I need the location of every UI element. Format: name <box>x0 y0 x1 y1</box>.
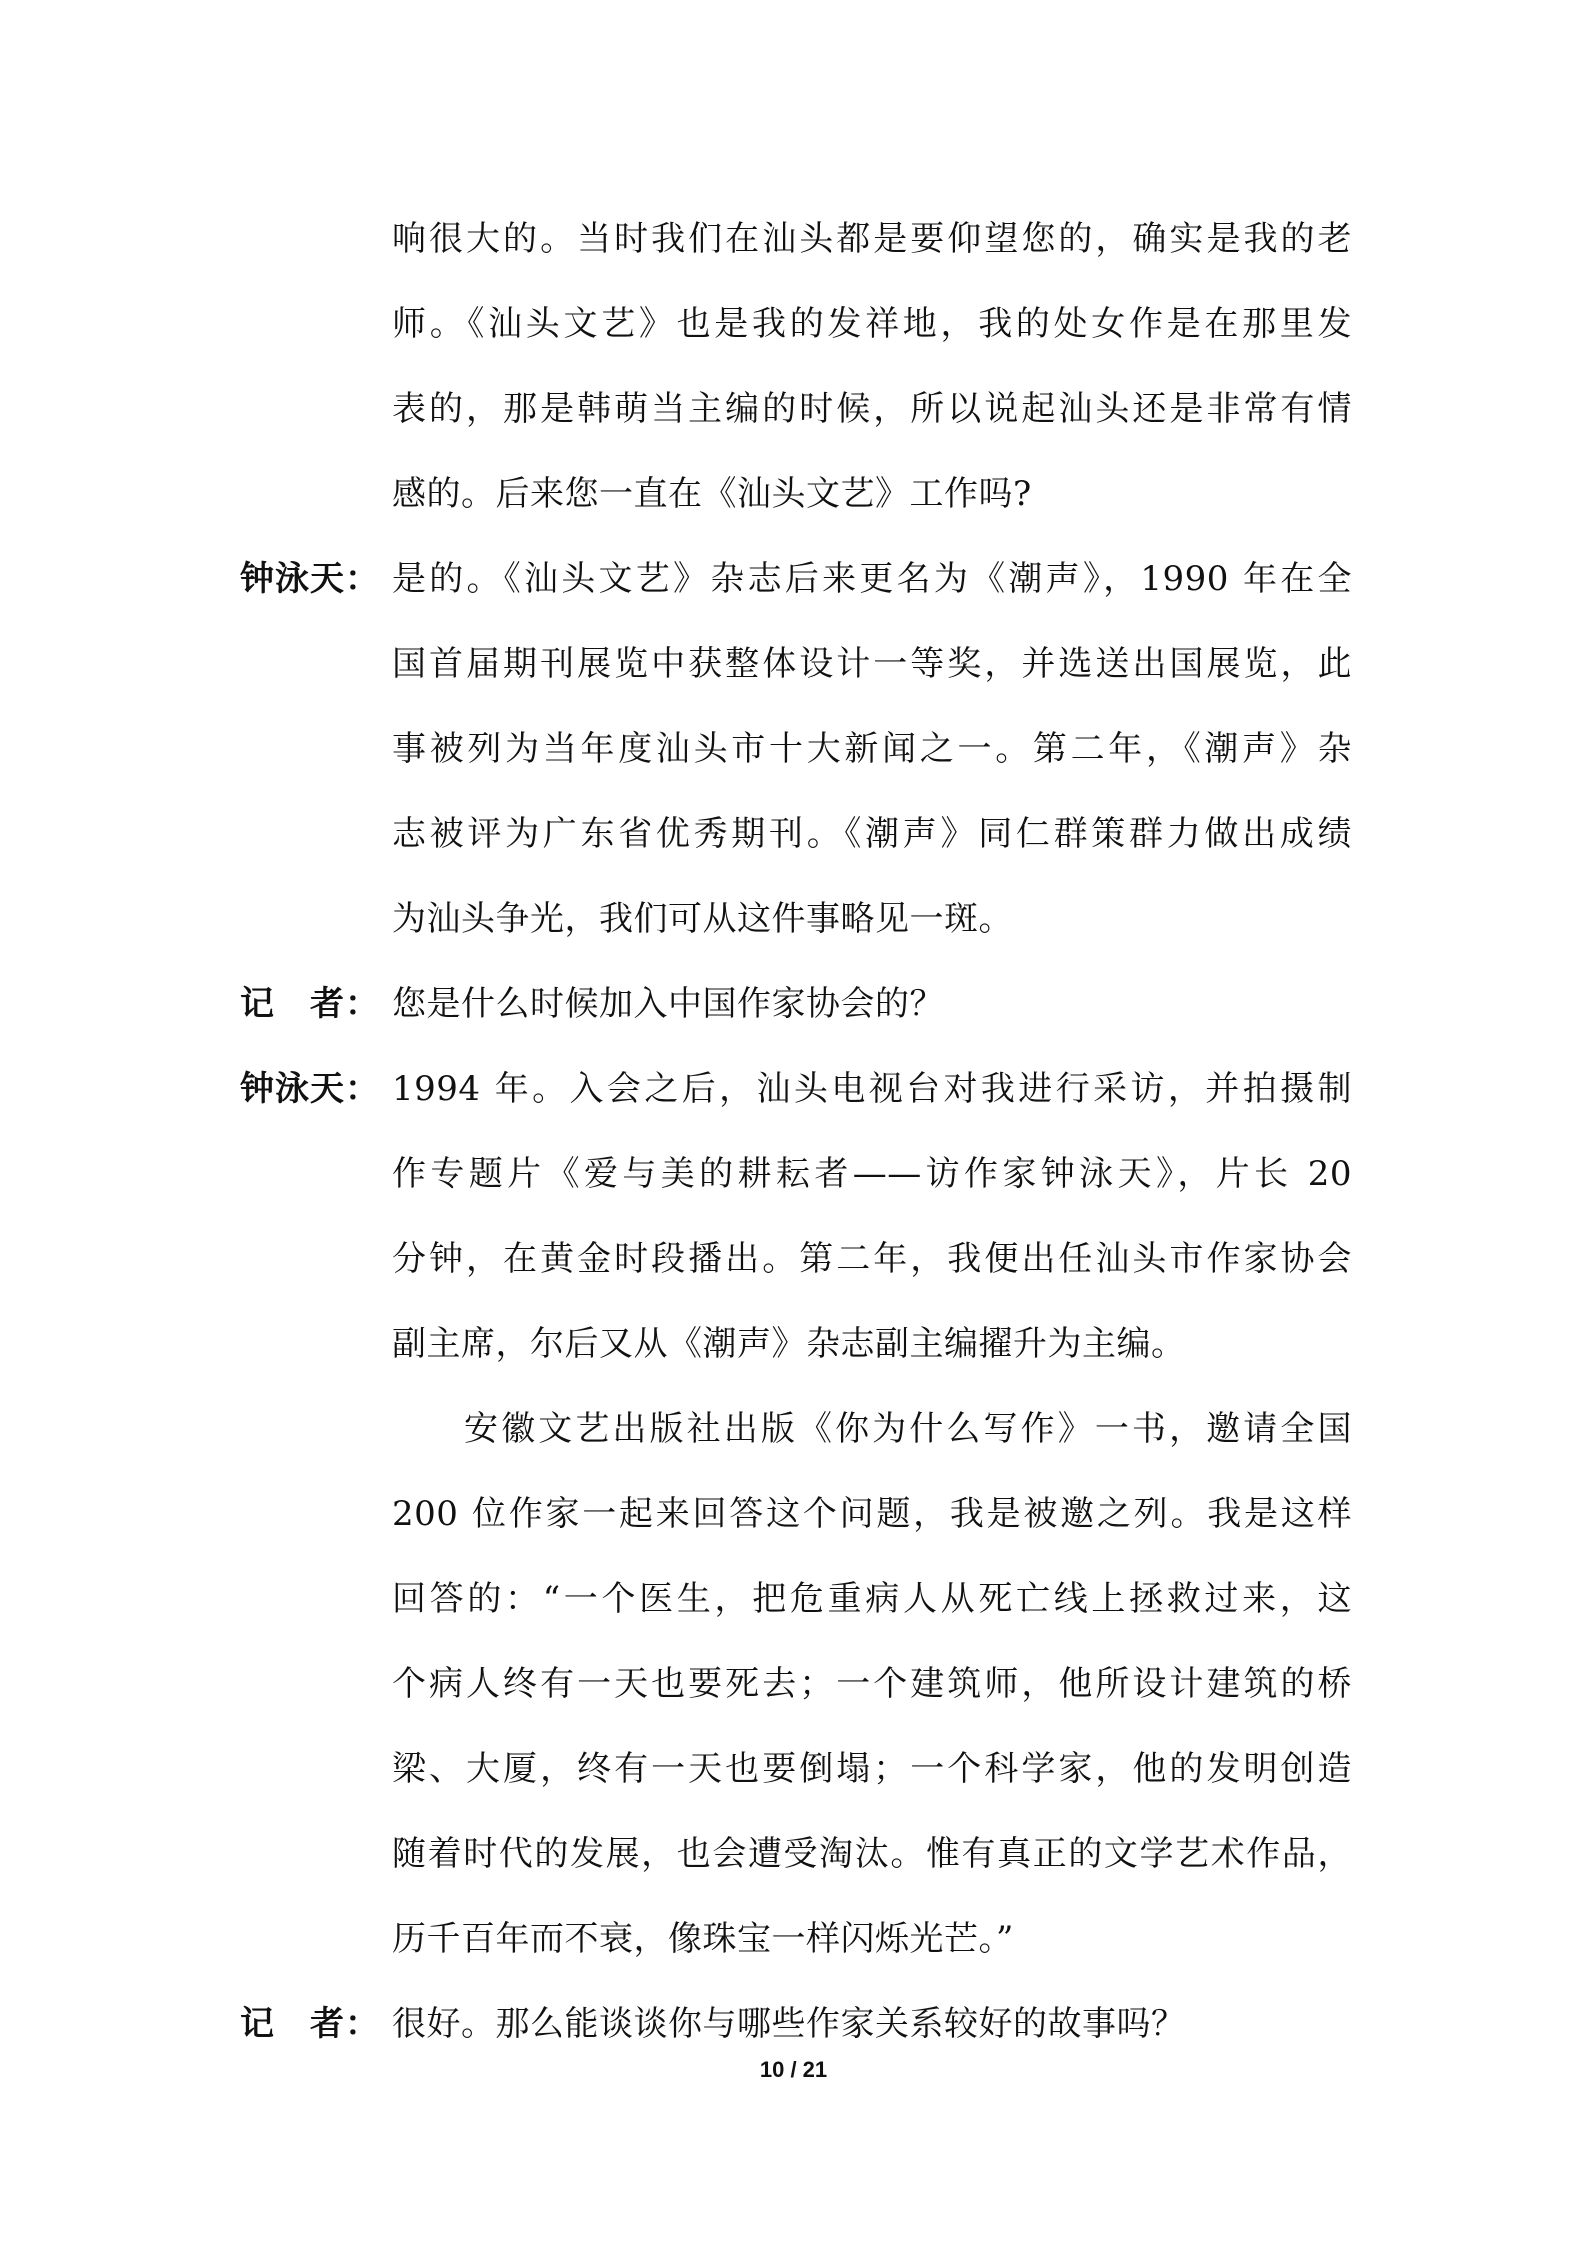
text-line: 随着时代的发展，也会遭受淘汰。惟有真正的文学艺术作品， <box>392 1834 1352 1874</box>
text-line: 梁、大厦，终有一天也要倒塌；一个科学家，他的发明创造 <box>392 1749 1352 1789</box>
speaker-label: 钟泳天： <box>240 559 380 599</box>
text-line: 师。《汕头文艺》也是我的发祥地，我的处女作是在那里发 <box>392 304 1352 344</box>
text-line: 是的。《汕头文艺》杂志后来更名为《潮声》，1990 年在全 <box>392 559 1352 599</box>
page-number: 10 / 21 <box>759 2057 828 2082</box>
text-line: 感的。后来您一直在《汕头文艺》工作吗? <box>392 474 1032 514</box>
text-line: 很好。那么能谈谈你与哪些作家关系较好的故事吗？ <box>392 2004 1186 2044</box>
text-line: 1994 年。入会之后，汕头电视台对我进行采访，并拍摄制 <box>392 1069 1352 1109</box>
speaker-label: 记 者： <box>240 2004 380 2044</box>
text-line: 历千百年而不衰，像珠宝一样闪烁光芒。” <box>392 1919 1014 1959</box>
text-line: 200 位作家一起来回答这个问题，我是被邀之列。我是这样 <box>392 1494 1352 1534</box>
text-line: 您是什么时候加入中国作家协会的？ <box>392 984 944 1024</box>
text-line: 安徽文艺出版社出版《你为什么写作》一书，邀请全国 <box>464 1409 1352 1449</box>
speaker-label: 钟泳天： <box>240 1069 380 1109</box>
text-line: 作专题片《爱与美的耕耘者——访作家钟泳天》，片长 20 <box>392 1154 1352 1194</box>
text-line: 国首届期刊展览中获整体设计一等奖，并选送出国展览，此 <box>392 644 1352 684</box>
text-line: 副主席，尔后又从《潮声》杂志副主编擢升为主编。 <box>392 1324 1186 1364</box>
text-line: 回答的：“一个医生，把危重病人从死亡线上拯救过来，这 <box>392 1579 1352 1619</box>
text-line: 事被列为当年度汕头市十大新闻之一。第二年，《潮声》杂 <box>392 729 1352 769</box>
speaker-label: 记 者： <box>240 984 380 1024</box>
text-line: 个病人终有一天也要死去；一个建筑师，他所设计建筑的桥 <box>392 1664 1352 1704</box>
text-line: 志被评为广东省优秀期刊。《潮声》同仁群策群力做出成绩 <box>392 814 1352 854</box>
text-line: 分钟，在黄金时段播出。第二年，我便出任汕头市作家协会 <box>392 1239 1352 1279</box>
text-line: 为汕头争光，我们可从这件事略见一斑。 <box>392 899 1013 939</box>
text-line: 响很大的。当时我们在汕头都是要仰望您的，确实是我的老 <box>392 219 1352 259</box>
text-line: 表的，那是韩萌当主编的时候，所以说起汕头还是非常有情 <box>392 389 1352 429</box>
